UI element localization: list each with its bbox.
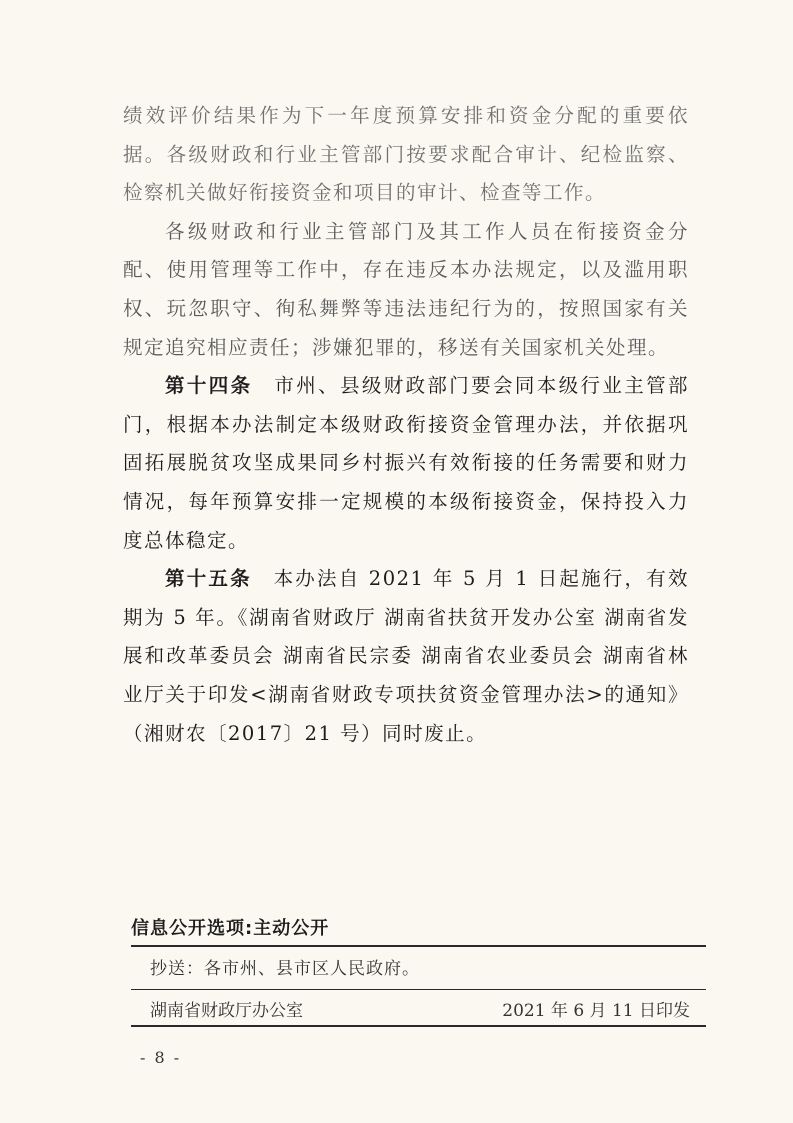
issue-date: 2021 年 6 月 11 日印发 bbox=[502, 1001, 690, 1021]
paragraph-performance-evaluation: 绩效评价结果作为下一年度预算安排和资金分配的重要依据。各级财政和行业主管部门按要求配合审计、纪检监察、检察机关做好衔接资金和项目的审计、检查等工作。 bbox=[123, 104, 689, 205]
article-14-text: 市州、县级财政部门要会同本级行业主管部门，根据本办法制定本级财政衔接资金管理办法，并依据巩固拓展脱贫攻坚成果同乡村振兴有效衔接的任务需要和财力情况，每年预算安排一定规模的本级衔接资金，保持投入力度总体稳定。 bbox=[123, 374, 689, 552]
article-14 bbox=[123, 367, 689, 560]
paragraph-accountability: 各级财政和行业主管部门及其工作人员在衔接资金分配、使用管理等工作中，存在违反本办法规定，以及滥用职权、玩忽职守、徇私舞弊等违法违纪行为的，按照国家有关规定追究相应责任；涉嫌犯罪的，移送有关国家机关处理。 bbox=[123, 219, 689, 359]
article-15-heading: 第十五条 bbox=[165, 567, 252, 591]
issuer-row bbox=[150, 999, 690, 1023]
page-number: - 8 - bbox=[140, 1048, 182, 1067]
footer-rule-middle bbox=[131, 989, 706, 990]
issuer-name: 湖南省财政厅办公室 bbox=[150, 1001, 303, 1021]
article-15 bbox=[123, 560, 689, 753]
article-15-text: 本办法自 2021 年 5 月 1 日起施行，有效期为 5 年。《湖南省财政厅 湖南省扶贫开发办公室 湖南省发展和改革委员会 湖南省民宗委 湖南省农业委员会 湖南省林业厅关于印发<湖南省财政专项扶贫资金管理办法>的通知》（湘财农〔2017〕21 号）同时废止。 bbox=[123, 567, 689, 745]
info-disclosure-label: 信息公开选项:主动公开 bbox=[131, 918, 330, 939]
cc-line: 抄送：各市州、县市区人民政府。 bbox=[150, 959, 420, 979]
article-14-heading: 第十四条 bbox=[165, 374, 253, 398]
footer-rule-top bbox=[131, 945, 706, 947]
body-text bbox=[123, 97, 689, 753]
footer-rule-bottom bbox=[131, 1025, 706, 1027]
